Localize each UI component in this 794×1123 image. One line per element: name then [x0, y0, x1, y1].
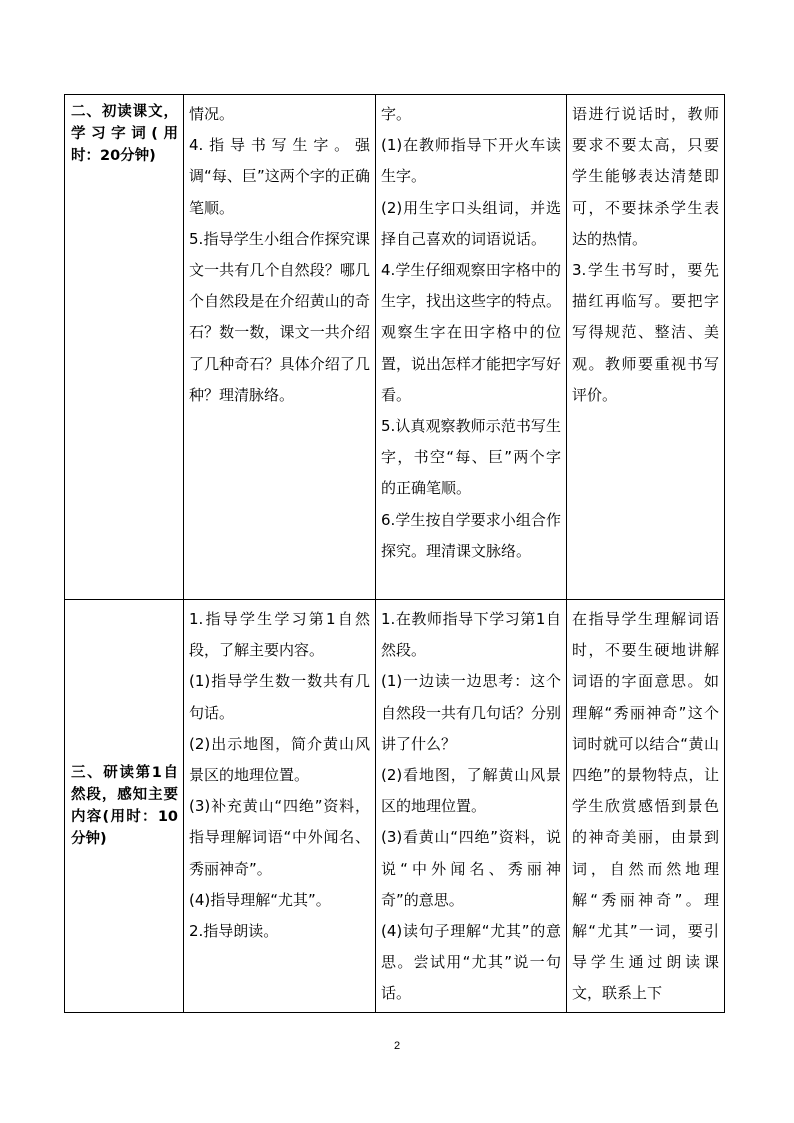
teacher-line: 5.指导学生小组合作探究课文一共有几个自然段？哪几个自然段是在介绍黄山的奇石？数一数，课文一共介绍了几种奇石？具体介绍了几种？理清脉络。 [189, 229, 370, 404]
notes-line: 3.学生书写时，要先描红再临写。要把字写得规范、整洁、美观。教师要重视书写评价。 [572, 261, 719, 404]
stage-title: 三、研读第1自然段，感知主要内容(用时：10分钟) [71, 764, 178, 847]
stage-cell [65, 95, 184, 600]
notes-line: 语进行说话时，教师要求不要太高，只要学生能够表达清楚即可，不要抹杀学生表达的热情。 [572, 105, 719, 248]
student-line: (3)看黄山“四绝”资料，说说“中外闻名、秀丽神奇”的意思。 [381, 828, 561, 909]
student-line: 5.认真观察教师示范书写生字，书空“每、巨”两个字的正确笔顺。 [381, 417, 561, 498]
notes-cell [567, 600, 725, 1013]
notes-line: 在指导学生理解词语时，不要生硬地讲解词语的字面意思。如理解“秀丽神奇”这个词时就可以结合“黄山四绝”的景物特点，让学生欣赏感悟到景色的神奇美丽，由景到词，自然而然地理解“秀丽神奇”。理解“尤其”一词，要引导学生通过朗读课文，联系上下 [572, 610, 719, 1003]
student-activity-cell [376, 600, 567, 1013]
student-line: (1)在教师指导下开火车读生字。 [381, 136, 561, 186]
student-line: (4)读句子理解“尤其”的意思。尝试用“尤其”说一句话。 [381, 922, 561, 1003]
teacher-line: (2)出示地图，简介黄山风景区的地理位置。 [189, 734, 370, 785]
page-number: 2 [393, 1040, 401, 1052]
student-activity-cell [376, 95, 567, 600]
teacher-line: (4)指导理解“尤其”。 [189, 890, 331, 909]
teacher-line: 情况。 [189, 105, 235, 123]
notes-cell [567, 95, 725, 600]
teacher-line: 4.指导书写生字。强调“每、巨”这两个字的正确笔顺。 [189, 136, 370, 217]
teacher-line: (3)补充黄山“四绝”资料，指导理解词语“中外闻名、秀丽神奇”。 [189, 797, 370, 878]
lesson-plan-table [64, 94, 725, 1013]
teacher-line: 2.指导朗读。 [189, 922, 279, 941]
student-line: (1)一边读一边思考：这个自然段一共有几句话？分别讲了什么？ [381, 672, 562, 753]
student-line: 1.在教师指导下学习第1自然段。 [381, 610, 561, 660]
teacher-line: (1)指导学生数一数共有几句话。 [189, 672, 370, 722]
student-line: 字。 [381, 105, 412, 123]
table-row [65, 600, 725, 1013]
table-row [65, 95, 725, 600]
teacher-line: 1.指导学生学习第1自然段，了解主要内容。 [189, 610, 370, 660]
student-line: (2)看地图，了解黄山风景区的地理位置。 [381, 766, 561, 816]
teacher-activity-cell [184, 600, 376, 1013]
student-line: 6.学生按自学要求小组合作探究。理清课文脉络。 [381, 510, 561, 560]
student-line: 4.学生仔细观察田字格中的生字，找出这些字的特点。观察生字在田字格中的位置，说出怎样才能把字写好看。 [381, 261, 562, 404]
stage-cell [65, 600, 184, 1013]
stage-title: 二、初读课文，学习字词(用时：20分钟) [71, 104, 178, 164]
student-line: (2)用生字口头组词，并选择自己喜欢的词语说话。 [381, 198, 561, 248]
teacher-activity-cell [184, 95, 376, 600]
